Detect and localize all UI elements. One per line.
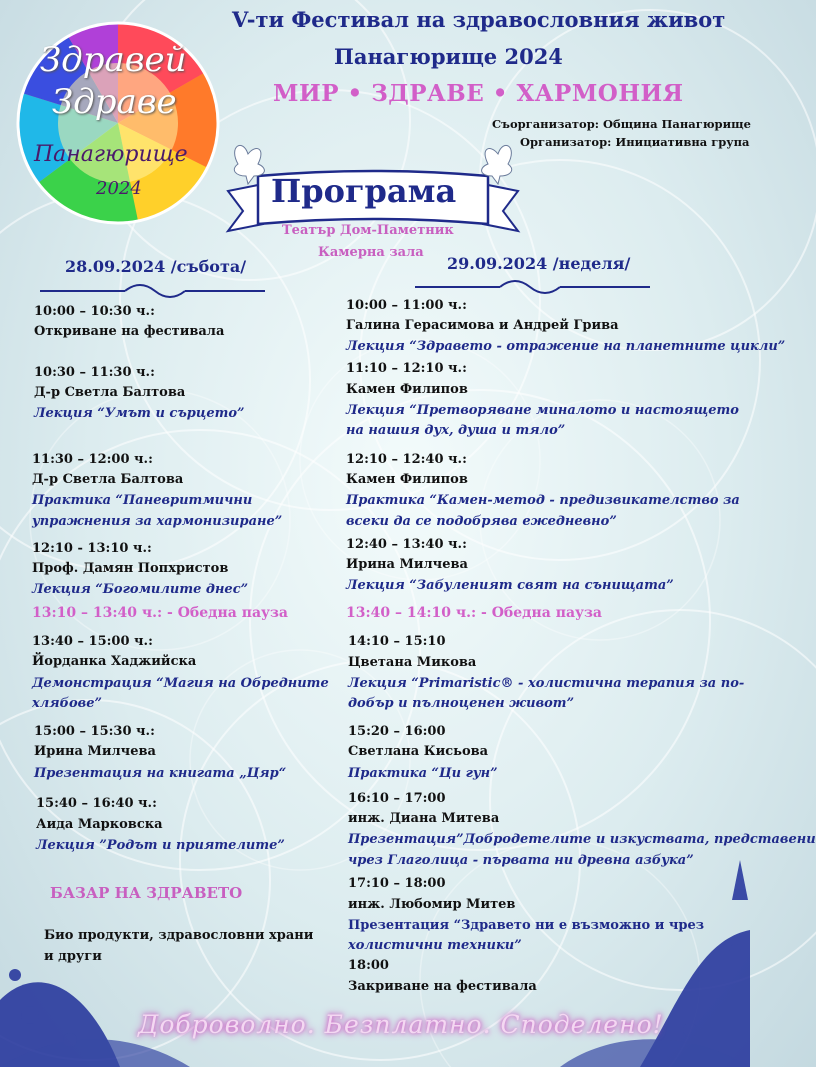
day1-lecture-5a: Демонстрация “Магия на Обредните bbox=[32, 676, 329, 691]
day1-speaker-6: Ирина Милчева bbox=[34, 744, 156, 759]
day1-lecture-3b: упражнения за хармонизиране” bbox=[32, 514, 283, 529]
day2-time-9: 18:00 bbox=[348, 958, 389, 973]
day2-time-4: 12:40 – 13:40 ч.: bbox=[346, 537, 467, 552]
day2-lecture-7b: чрез Глаголица - първата ни древна азбука” bbox=[348, 853, 694, 868]
day1-lecture-4: Лекция “Богомилите днес” bbox=[32, 582, 249, 597]
day2-lecture-6: Практика “Ци гун” bbox=[348, 766, 498, 781]
logo-line2: Здраве bbox=[52, 82, 177, 122]
day2-speaker-5: Цветана Микова bbox=[348, 655, 477, 670]
day2-lecture-1: Лекция “Здравето - отражение на планетните цикли” bbox=[346, 339, 786, 354]
day2-speaker-3: Камен Филипов bbox=[346, 472, 468, 487]
day2-closing: Закриване на фестивала bbox=[348, 979, 537, 994]
logo-year: 2024 bbox=[96, 178, 142, 199]
day2-lecture-2a: Лекция “Претворяване миналото и настоящето bbox=[346, 403, 739, 418]
coorganizer: Съорганизатор: Община Панагюрище bbox=[492, 117, 751, 131]
day2-lecture-3b: всеки да се подобрява ежедневно” bbox=[346, 514, 617, 529]
day1-time-6: 15:00 – 15:30 ч.: bbox=[34, 724, 155, 739]
day2-lunch-break: 13:40 – 14:10 ч.: - Обедна пауза bbox=[346, 605, 602, 621]
day2-time-8: 17:10 – 18:00 bbox=[348, 876, 446, 891]
venue-name: Театър Дом-Паметник bbox=[282, 223, 454, 238]
day1-event-1: Откриване на фестивала bbox=[34, 324, 225, 339]
divider-ornament-day2 bbox=[415, 281, 650, 293]
day2-lecture-5a: Лекция “Primaristic® - холистична терапия за по- bbox=[348, 676, 745, 691]
organizer: Организатор: Инициативна група bbox=[520, 135, 750, 149]
day1-time-2: 10:30 – 11:30 ч.: bbox=[34, 365, 155, 380]
divider-ornament-day1 bbox=[40, 285, 265, 297]
program-title: Програма bbox=[271, 172, 457, 210]
day2-time-2: 11:10 – 12:10 ч.: bbox=[346, 361, 467, 376]
day2-time-1: 10:00 – 11:00 ч.: bbox=[346, 298, 467, 313]
day2-speaker-2: Камен Филипов bbox=[346, 382, 468, 397]
day1-time-4: 12:10 - 13:10 ч.: bbox=[32, 541, 152, 556]
day2-time-5: 14:10 – 15:10 bbox=[348, 634, 446, 649]
day1-time-7: 15:40 – 16:40 ч.: bbox=[36, 796, 157, 811]
day1-time-5: 13:40 – 15:00 ч.: bbox=[32, 634, 153, 649]
day1-lecture-7: Лекция ”Родът и приятелите” bbox=[36, 838, 285, 853]
day2-lecture-5b: добър и пълноценен живот” bbox=[348, 696, 575, 711]
day1-lecture-2: Лекция “Умът и сърцето” bbox=[34, 406, 245, 421]
festival-subtitle: Панагюрище 2024 bbox=[334, 44, 563, 69]
day2-lecture-3a: Практика “Камен-метод - предизвикателство за bbox=[346, 493, 740, 508]
day2-speaker-1: Галина Герасимова и Андрей Грива bbox=[346, 318, 619, 333]
day2-speaker-6: Светлана Кисьова bbox=[348, 744, 489, 759]
logo-line1: Здравей bbox=[40, 40, 187, 80]
logo-line3: Панагюрище bbox=[34, 142, 188, 167]
day2-speaker-4: Ирина Милчева bbox=[346, 557, 468, 572]
festival-motto: МИР • ЗДРАВЕ • ХАРМОНИЯ bbox=[273, 80, 684, 107]
day1-speaker-4: Проф. Дамян Попхристов bbox=[32, 561, 229, 576]
day2-lecture-8b: холистични техники” bbox=[348, 938, 522, 953]
bazaar-title: БАЗАР НА ЗДРАВЕТО bbox=[50, 884, 243, 902]
day2-lecture-7a: Презентация”Добродетелите и изкуствата, представени bbox=[348, 832, 816, 847]
day1-speaker-7: Аида Марковска bbox=[36, 817, 163, 832]
bazaar-line2: и други bbox=[44, 949, 102, 964]
day2-speaker-8: инж. Любомир Митев bbox=[348, 897, 516, 912]
footer-slogan: Доброволно. Безплатно. Споделено! bbox=[138, 1010, 664, 1039]
festival-title: V-ти Фестивал на здравословния живот bbox=[232, 7, 726, 32]
day2-lecture-4: Лекция “Забуленият свят на сънищата” bbox=[346, 578, 674, 593]
day2-speaker-7: инж. Диана Митева bbox=[348, 811, 500, 826]
day2-lecture-8a: Презентация “Здравето ни е възможно и чрез bbox=[348, 918, 705, 933]
day2-date: 29.09.2024 /неделя/ bbox=[447, 254, 631, 273]
day1-lecture-5b: хлябове” bbox=[32, 696, 102, 711]
day1-time-1: 10:00 – 10:30 ч.: bbox=[34, 304, 155, 319]
bazaar-line1: Био продукти, здравословни храни bbox=[44, 928, 314, 943]
day2-time-6: 15:20 – 16:00 bbox=[348, 724, 446, 739]
day1-time-3: 11:30 – 12:00 ч.: bbox=[32, 452, 153, 467]
day2-lecture-2b: на нашия дух, душа и тяло” bbox=[346, 423, 566, 438]
day1-lecture-6: Презентация на книгата „Цяр“ bbox=[34, 766, 287, 781]
day1-speaker-2: Д-р Светла Балтова bbox=[34, 385, 186, 400]
day1-lecture-3a: Практика “Паневритмични bbox=[32, 493, 253, 508]
day1-speaker-3: Д-р Светла Балтова bbox=[32, 472, 184, 487]
day1-date: 28.09.2024 /събота/ bbox=[65, 257, 247, 276]
day1-speaker-5: Йорданка Хаджийска bbox=[32, 654, 197, 669]
venue-hall: Камерна зала bbox=[318, 245, 424, 260]
day2-time-3: 12:10 – 12:40 ч.: bbox=[346, 452, 467, 467]
day2-time-7: 16:10 – 17:00 bbox=[348, 791, 446, 806]
day1-lunch-break: 13:10 – 13:40 ч.: - Обедна пауза bbox=[32, 605, 288, 621]
